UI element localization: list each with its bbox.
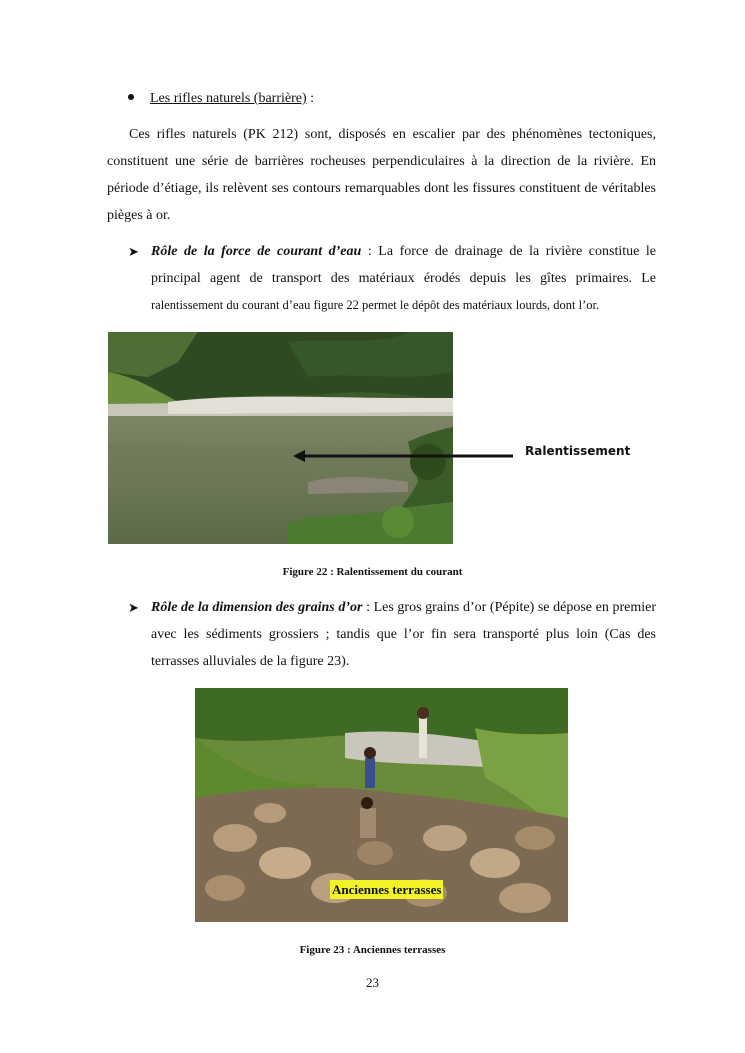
figure22-photo [108, 332, 453, 544]
ralentissement-arrow-icon [293, 449, 515, 463]
section-heading [128, 89, 314, 109]
figure22-annotation: Ralentissement [525, 444, 631, 458]
list-item-text: : Les gros grains d’or (Pépite) se dépose en premier avec les sédiments grossiers ; tandis que l’or fin sera transporté plus loin (Cas des terrasses alluviales de la figure 23). [151, 600, 656, 669]
arrow-bullet-icon: ➤ [128, 600, 139, 615]
bullet-icon [128, 94, 134, 100]
page-number: 23 [366, 975, 379, 990]
list-item-title: Rôle de la dimension des grains d’or [151, 600, 363, 615]
list-item-body [151, 594, 656, 675]
list-item-text: : La force de drainage de la rivière constitue le principal agent de transport des matériaux érodés depuis les gîtes primaires. Le [151, 244, 656, 286]
list-item-dimension-grains [128, 594, 656, 675]
figure23-annotation: Anciennes terrasses [332, 882, 442, 897]
list-item-force-courant [128, 238, 656, 319]
arrow-bullet-icon: ➤ [128, 244, 139, 259]
list-item-text-small: ralentissement du courant d’eau figure 22 permet le dépôt des matériaux lourds, dont l’or. [151, 298, 600, 312]
list-item-title: Rôle de la force de courant d’eau [151, 244, 362, 259]
section-heading-title: Les rifles naturels (barrière) [150, 91, 307, 106]
section-heading-suffix: : [306, 91, 315, 106]
intro-paragraph: Ces rifles naturels (PK 212) sont, disposés en escalier par des phénomènes tectoniques, constituent une série de barrières rocheuses perpendiculaires à la direction de la rivière. En période d’étiage, ils relèvent ses contours remarquables dont les fissures constituent de véritables pièges à or. [107, 127, 656, 223]
figure23-caption: Figure 23 : Anciennes terrasses [299, 944, 446, 956]
list-item-body [151, 238, 656, 319]
figure22-caption: Figure 22 : Ralentissement du courant [282, 566, 463, 578]
